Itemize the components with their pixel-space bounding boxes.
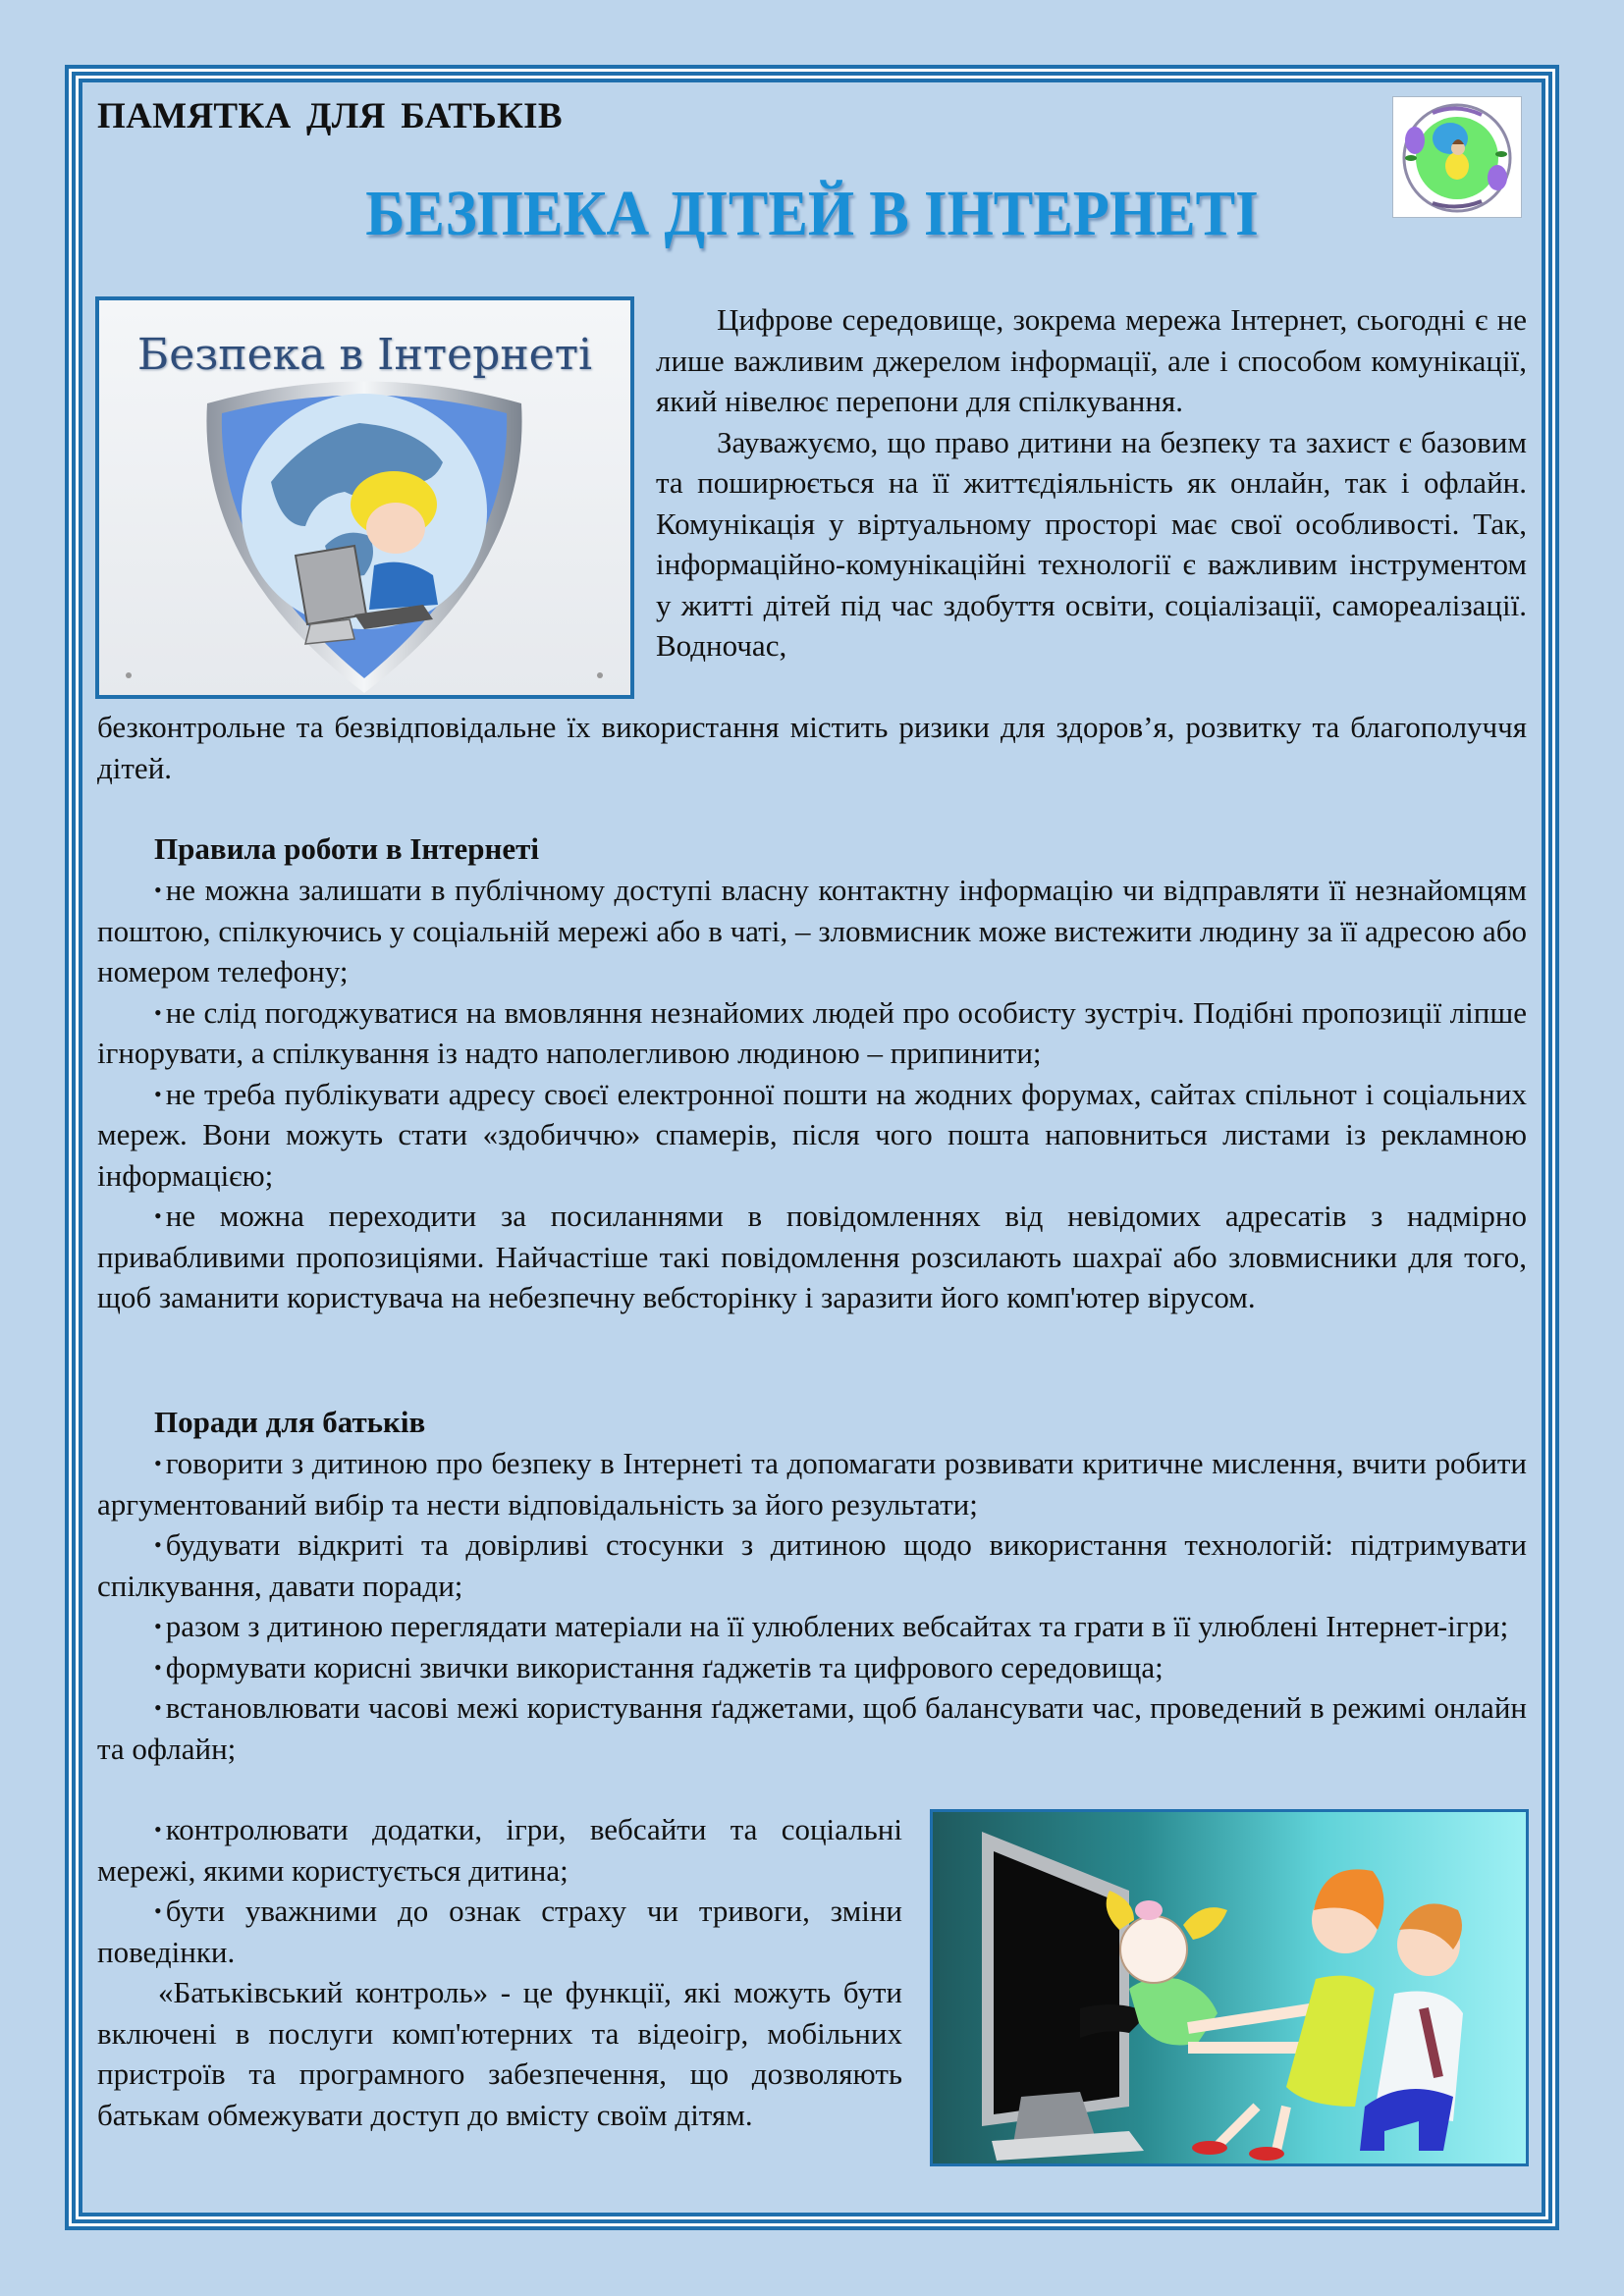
tips-list-narrow [97,1809,902,2135]
page-title: БЕЗПЕКА ДІТЕЙ В ІНТЕРНЕТІ [365,178,1259,249]
intro-paragraph-1: Цифрове середовище, зокрема мережа Інтернет, сьогодні є не лише важливим джерелом інформації, але і способом комунікації, який нівелює перепони для спілкування. [656,302,1527,418]
rules-list-item: • не треба публікувати адресу своєї електронної пошти на жодних форумах, сайтах спільнот і соціальних мереж. Вони можуть стати «здобиччю» спамерів, після чого пошта наповниться листами із рекламною інформацією; [97,1076,1527,1193]
bullet-icon: • [154,1654,162,1680]
image-caption: Безпека в Інтернеті [136,330,593,380]
parental-control-paragraph: «Батьківський контроль» - це функції, які можуть бути включені в послуги комп'ютерних та відеоігр, мобільних пристроїв та програмного забезпечення, що дозволяють батькам обмежувати доступ до вмісту своїм дітям. [97,1975,902,2132]
rules-heading: Правила роботи в Інтернеті [154,831,539,866]
bullet-icon: • [154,999,162,1025]
intro-paragraph-2-bottom-container [97,707,1527,788]
tips-list-item: • формувати корисні звички використання ґаджетів та цифрового середовища; [154,1649,1164,1684]
rules-list-item: • не слід погоджуватися на вмовляння незнайомих людей про особисту зустріч. Подібні пропозиції ліпше ігнорувати, а спілкування із надто наполегливою людиною – припинити; [97,994,1527,1070]
bullet-icon: • [154,1614,162,1638]
bullet-icon: • [154,1695,162,1720]
parents-pulling-child-image [930,1809,1529,2166]
bullet-icon: • [154,1898,162,1923]
bullet-icon: • [154,878,162,902]
bullet-icon: • [154,1532,162,1557]
tips-list-item: • будувати відкриті та довірливі стосунки з дитиною щодо використання технологій: підтримувати спілкування, давати поради; [97,1527,1527,1603]
tips-list-item: • контролювати додатки, ігри, вебсайти та соціальні мережі, якими користується дитина; [97,1812,902,1888]
bullet-icon: • [154,1081,162,1106]
tips-heading: Поради для батьків [154,1405,426,1439]
intro-paragraph-2-bottom: безконтрольне та безвідповідальне їх використання містить ризики для здоров’я, розвитку та благополуччя дітей. [97,710,1527,785]
bullet-icon: • [154,1451,162,1475]
intro-paragraph-1-container [656,299,1527,667]
rules-list [97,870,1527,1318]
memo-label: ПАМЯТКА ДЛЯ БАТЬКІВ [97,96,563,136]
bullet-icon: • [154,1817,162,1842]
bullet-icon: • [154,1203,162,1228]
internet-safety-shield-image [95,296,634,699]
tips-list-item: • встановлювати часові межі користування ґаджетами, щоб балансувати час, проведений в режимі онлайн та офлайн; [97,1690,1527,1766]
rules-list-item: • не можна залишати в публічному доступі власну контактну інформацію чи відправляти її незнайомцям поштою, спілкуючись у соціальній мережі або в чаті, – зловмисник може вистежити людину за її адресою або номером телефону; [97,873,1527,988]
intro-paragraph-2-top: Зауважуємо, що право дитини на безпеку та захист є базовим та поширюється на її життєдіяльність як онлайн, так і офлайн. Комунікація у віртуальному просторі має свої особливості. Так, інформаційно-комунікаційні технології є важливим інструментом у житті дітей під час здобуття освіти, соціалізації, самореалізації. Водночас, [656,424,1527,663]
tips-list-full-width [97,1443,1527,1769]
rules-list-item: • не можна переходити за посиланнями в повідомленнях від невідомих адресатів з надмірно привабливими пропозиціями. Найчастіше такі повідомлення розсилають шахраї або зловмисники для того, щоб заманити користувача на небезпечну вебсторінку і заразити його комп'ютер вірусом. [97,1199,1527,1314]
tips-list-item: • разом з дитиною переглядати матеріали на її улюблених вебсайтах та грати в її улюблені Інтернет-ігри; [154,1609,1509,1643]
shield-globe-child-computer-icon [99,300,630,695]
tips-list-item: • говорити з дитиною про безпеку в Інтернеті та допомагати розвивати критичне мислення, вчити робити аргументований вибір та нести відповідальність за його результати; [97,1446,1527,1522]
parents-pulling-child-from-computer-icon [933,1812,1526,2163]
tips-list-item: • бути уважними до ознак страху чи тривоги, зміни поведінки. [97,1894,902,1969]
